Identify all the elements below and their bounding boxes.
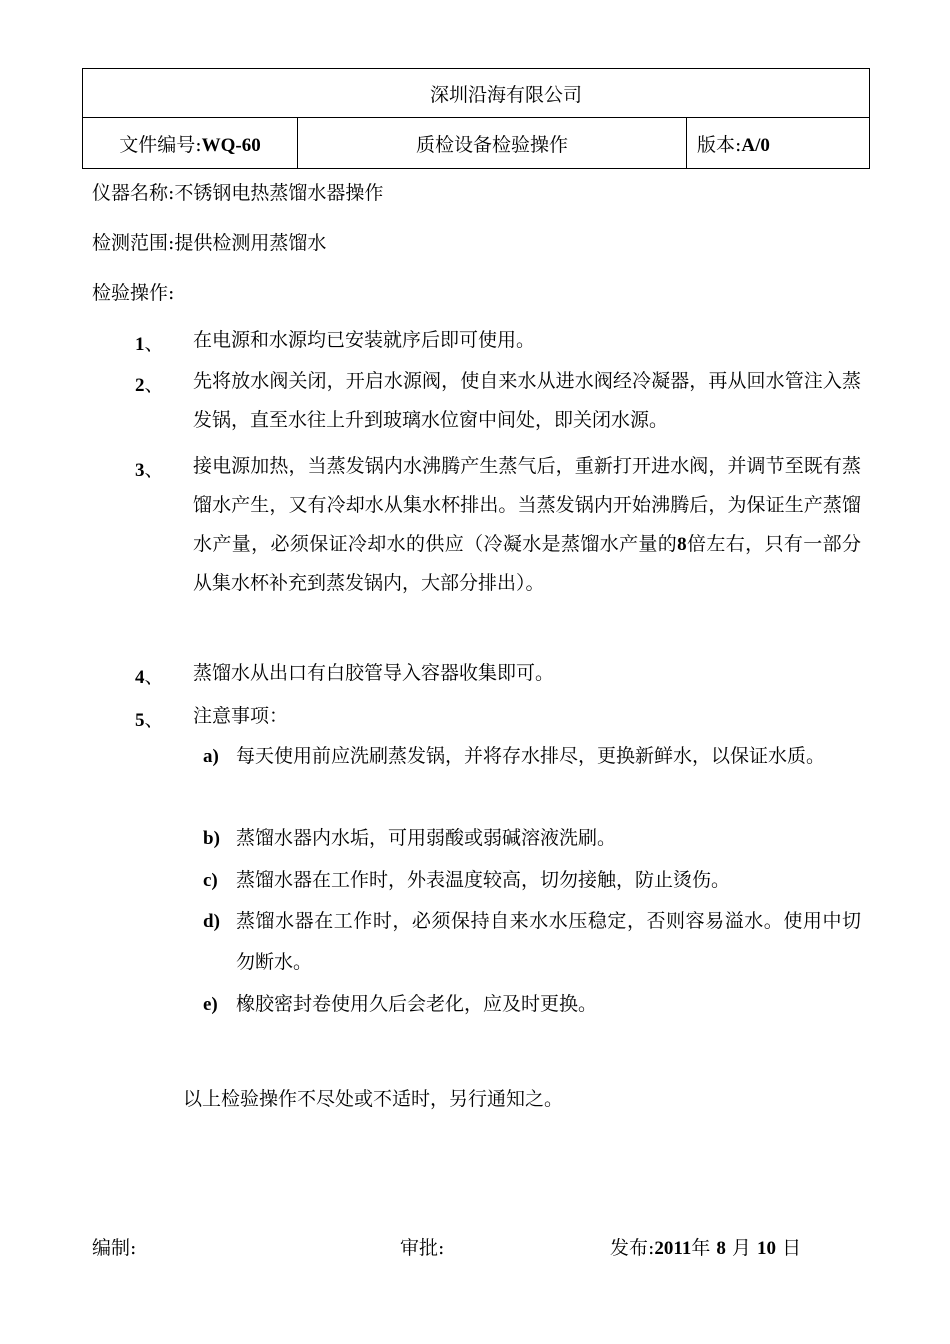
note-label: e) bbox=[203, 994, 218, 1015]
note-label: d) bbox=[203, 911, 220, 932]
scope-label: 检测范围: bbox=[92, 232, 175, 254]
doc-number-value: WQ-60 bbox=[201, 134, 261, 156]
prepared-by: 编制: bbox=[92, 1237, 137, 1259]
scope-line bbox=[92, 228, 326, 255]
version-value: A/0 bbox=[741, 134, 770, 156]
note-text: 蒸馏水器在工作时，外表温度较高，切勿接触，防止烫伤。 bbox=[236, 869, 731, 891]
note-text: 每天使用前应洗刷蒸发锅，并将存水排尽，更换新鲜水，以保证水质。 bbox=[236, 745, 826, 767]
instrument-line bbox=[92, 178, 383, 205]
release-date: 发布:2011年 8 月 10 日 bbox=[610, 1237, 802, 1259]
step-number: 5、 bbox=[135, 709, 164, 731]
company-name: 深圳沿海有限公司 bbox=[83, 69, 870, 118]
instrument-label: 仪器名称: bbox=[92, 182, 175, 204]
note-label: a) bbox=[203, 746, 219, 767]
step-text: 接电源加热，当蒸发锅内水沸腾产生蒸气后，重新打开进水阀，并调节至既有蒸馏水产生，又有冷却水从集水杯排出。当蒸发锅内开始沸腾后，为保证生产蒸馏水产量，必须保证冷却水的供应（冷凝水是蒸馏水产量的8倍左右，只有一部分从集水杯补充到蒸发锅内，大部分排出）。 bbox=[193, 455, 861, 594]
step-emphasis-number: 8 bbox=[677, 534, 687, 555]
step-text: 在电源和水源均已安装就序后即可使用。 bbox=[193, 329, 536, 351]
step-text: 蒸馏水从出口有白胶管导入容器收集即可。 bbox=[193, 662, 555, 684]
step-number: 1、 bbox=[135, 333, 164, 355]
doc-title: 质检设备检验操作 bbox=[298, 118, 687, 169]
note-text: 蒸馏水器内水垢，可用弱酸或弱碱溶液洗刷。 bbox=[236, 827, 617, 849]
step-number: 2、 bbox=[135, 374, 164, 396]
step-number: 3、 bbox=[135, 459, 164, 481]
closing-note: 以上检验操作不尽处或不适时，另行通知之。 bbox=[183, 1088, 564, 1110]
step-text: 注意事项： bbox=[193, 705, 289, 727]
note-label: b) bbox=[203, 828, 220, 849]
version-label: 版本: bbox=[697, 133, 742, 156]
instrument-value: 不锈钢电热蒸馏水器操作 bbox=[174, 182, 384, 204]
doc-number-cell bbox=[83, 118, 298, 169]
step-number: 4、 bbox=[135, 666, 164, 688]
approved-by: 审批: bbox=[400, 1237, 445, 1259]
note-text: 橡胶密封卷使用久后会老化，应及时更换。 bbox=[236, 993, 598, 1015]
header-table bbox=[82, 68, 870, 169]
scope-value: 提供检测用蒸馏水 bbox=[174, 232, 327, 254]
step-text: 先将放水阀关闭，开启水源阀，使自来水从进水阀经冷凝器，再从回水管注入蒸发锅，直至水往上升到玻璃水位窗中间处，即关闭水源。 bbox=[193, 370, 861, 431]
operation-label: 检验操作: bbox=[92, 282, 175, 304]
note-text: 蒸馏水器在工作时，必须保持自来水水压稳定，否则容易溢水。使用中切勿断水。 bbox=[236, 910, 861, 973]
version-cell bbox=[687, 118, 870, 169]
doc-number-label: 文件编号: bbox=[119, 133, 202, 156]
note-label: c) bbox=[203, 870, 218, 891]
